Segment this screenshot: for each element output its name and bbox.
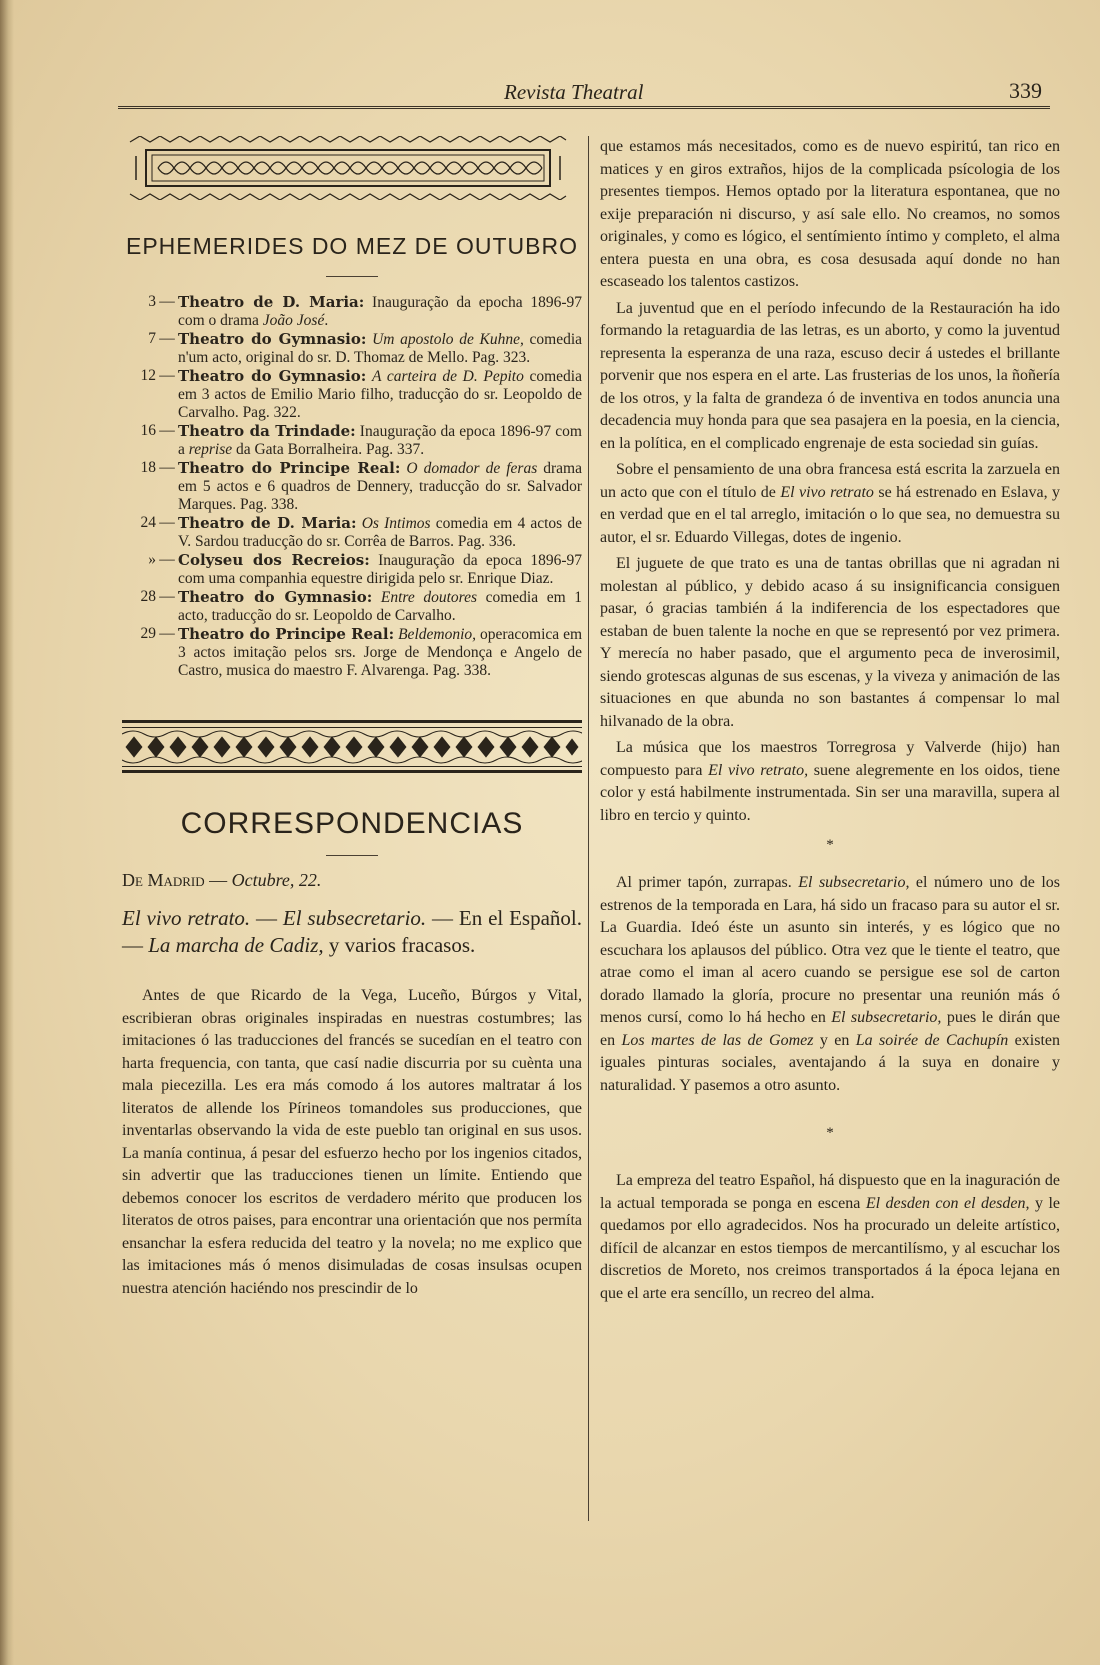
running-header: [118, 76, 1050, 109]
list-item: 12 — Theatro do Gymnasio: A carteira de D. Pepito comedia em 3 actos de Emilio Mario filho, traducção do sr. Leopoldo de Carvalho. Pag. 322.: [122, 367, 582, 422]
entry-day: 28: [140, 588, 156, 605]
ephemerides-title: EPHEMERIDES DO MEZ DE OUTUBRO: [126, 233, 578, 259]
entry-text: .: [324, 312, 329, 329]
text-run: y en: [813, 1031, 856, 1049]
list-item: 28 — Theatro do Gymnasio: Entre doutores comedia em 1 acto, traducção do sr. Leopoldo de Carvalho.: [122, 588, 582, 625]
entry-text: comedia n'um acto, original do sr. D. Thomaz de Mello. Pag. 323.: [178, 331, 583, 366]
entry-text: Inauguração da epocha 1896-97 com o drama: [178, 294, 582, 329]
work-title: La soirée de Cachupín: [855, 1031, 1009, 1049]
dateline-date: Octubre, 22.: [231, 870, 322, 890]
article-paragraph: [600, 737, 1060, 827]
work-title: El subsecretario,: [831, 1009, 942, 1026]
entry-text: comedia em 1 acto, traducção do sr. Leopoldo de Carvalho.: [178, 589, 582, 624]
right-column: [600, 136, 1060, 1309]
section-asterisk: *: [826, 1125, 834, 1141]
list-item: 24 — Theatro de D. Maria: Os Intimos comedia em 4 actos de V. Sardou traducção do sr. Corrêa de Barros. Pag. 336.: [122, 514, 582, 551]
article-paragraph: [600, 459, 1060, 549]
entry-theatre: Theatro do Gymnasio:: [178, 330, 367, 348]
subhead-part: y varios fracasos.: [323, 933, 476, 957]
entry-theatre: Theatro do Principe Real:: [178, 459, 401, 477]
dateline-place: De Madrid: [122, 870, 205, 890]
entry-theatre: Theatro do Gymnasio:: [178, 588, 373, 606]
entry-work: Um apostolo de Kuhne,: [372, 331, 524, 348]
work-title: El vivo retrato: [780, 483, 874, 501]
title-rule: [326, 276, 378, 277]
title-rule: [326, 855, 378, 856]
list-item: 7 — Theatro do Gymnasio: Um apostolo de Kuhne, comedia n'um acto, original do sr. D. Thomaz de Mello. Pag. 323.: [122, 330, 582, 367]
entry-work: reprise: [188, 441, 233, 458]
entry-day: 12: [140, 367, 156, 384]
subhead-part: — En el Español. —: [122, 906, 582, 957]
section-asterisk: *: [826, 837, 834, 853]
text-run: suene alegremente en los oidos, tiene color y está habilmente instrumentada. Sin ser una maravilla, supera al libro en tercio y quinto.: [600, 761, 1061, 824]
article-paragraph: que estamos más necesitados, como es de nuevo espiritú, tan rico en matices y en giros extraños, hijos de la complicada psícologia de los presentes tiempos. Hemos optado por la literatura espontanea, que no exije preparación ni discurso, y así sale ello. No creamos, no somos originales, y como es lógico, el sentímiento íntimo y completo, el alma entera puesta en una obra, es cosa desusada aquí donde no han escaseado los talentos castizos.: [600, 138, 1060, 290]
entry-text: drama em 5 actos e 6 quadros de Dennery, traducção do sr. Salvador Marques. Pag. 338.: [178, 460, 582, 513]
page-number: 339: [1009, 78, 1042, 103]
text-run: La música que los maestros Torregrosa y Valverde (hijo) han compuesto para: [600, 739, 1060, 779]
entry-day: 29: [140, 625, 156, 642]
entry-text: operacomica em 3 actos imitação pelos srs. Jorge de Mendonça e Angelo de Castro, musica do maestro F. Alvarenga. Pag. 338.: [178, 626, 583, 679]
article-subhead: [122, 905, 582, 959]
entry-text: [372, 589, 381, 606]
text-run: pues le dirán que en: [600, 1009, 1060, 1049]
text-run: La empreza del teatro Español, há dispuesto que en la inaguración de la actual temporada se ponga en escena: [600, 1172, 1060, 1212]
entry-work: O domador de feras: [406, 460, 538, 477]
list-item: 3 — Theatro de D. Maria: Inauguração da epocha 1896-97 com o drama João José.: [122, 293, 582, 330]
dateline: [122, 870, 582, 891]
work-title: El desden con el desden,: [865, 1194, 1030, 1212]
text-run: el número uno de los estrenos de la temporada en Lara, há sido un fracaso para su autor el sr. La Guardia. Ideó éste un asunto sin interés, y es lógico que no escuchara los aplausos del público. Otra vez que le tiente el teatro, que atrae como el iman al acero cuando se persigue ese sol de carton dorado llamado la gloría, procure no presentar una reunión más ó menos cursí, como lo há hecho en: [600, 874, 1061, 1026]
work-title: Los martes de las de Gomez: [621, 1031, 814, 1049]
article-paragraph: La juventud que en el período infecundo de la Restauración ha ido formando la retaguardia de las letras, es un aborto, y como la juventud representa la esperanza de una raza, escuso decir á ustedes el brillante porvenir que nos espera en el arte. Las frusterias de los unos, la ñoñería de los otros, y la falta de grandeza ó de inventiva en todos anuncia una decadencia muy honda para que sea pasajera en la poesia, en la ciencia, en la política, en el complicado engrenaje de esta sociedad sin guías.: [600, 299, 1060, 452]
binding-edge: [0, 0, 14, 1665]
entry-text: Inauguração da epoca 1896-97 com a: [178, 423, 582, 458]
work-title: El vivo retrato,: [708, 761, 809, 779]
running-title: Revista Theatral: [504, 80, 644, 104]
entry-work: Entre doutores: [380, 589, 478, 606]
entry-theatre: Theatro de D. Maria:: [178, 514, 357, 532]
entry-day: »: [148, 551, 156, 568]
entry-work: Beldemonio,: [398, 626, 477, 643]
entry-theatre: Theatro da Trindade:: [178, 422, 356, 440]
list-item: 29 — Theatro do Principe Real: Beldemonio, operacomica em 3 actos imitação pelos srs. Jorge de Mendonça e Angelo de Castro, musica do maestro F. Alvarenga. Pag. 338.: [122, 625, 582, 680]
entry-text: comedia em 3 actos de Emilio Mario filho, traducção do sr. Leopoldo de Carvalho. Pag. 322.: [178, 368, 582, 421]
ornament-divider-band: [122, 720, 582, 774]
text-run: Al primer tapón, zurrapas.: [616, 874, 799, 891]
entry-text: comedia em 4 actos de V. Sardou traducção do sr. Corrêa de Barros. Pag. 336.: [178, 515, 582, 550]
text-run: existen iguales pinturas sociales, aventajando á la suya en donaire y naturalidad. Y pasemos a otro asunto.: [600, 1031, 1060, 1094]
article-paragraph: El juguete de que trato es una de tantas obrillas que ni agradan ni molestan al público, y debido acaso á su insignificancia consiguen pasar, ó gracias también á la indiferencia de los espectadores que estaban de buen talente la noche en que se representó por vez primera. Y merecía no haber pasado, que el argumento peca de inverosimil, siendo grotescas algunas de sus escenas, y la viveza y animación de las situaciones en que abunda no son bastantes á compensar lo mal hilvanado de la obra.: [600, 555, 1060, 730]
entry-work: Os Intimos: [361, 515, 431, 532]
article-paragraph: [600, 1170, 1060, 1305]
list-item: » — Colyseu dos Recreios: Inauguração da epoca 1896-97 com uma companhia equestre dirigida pelo sr. Enrique Diaz.: [122, 551, 582, 588]
work-title: El subsecretario,: [798, 874, 910, 891]
correspondencias-title: CORRESPONDENCIAS: [180, 807, 524, 840]
entry-day: 24: [140, 514, 156, 531]
ephemerides-list: [122, 293, 582, 680]
entry-day: 18: [140, 459, 156, 476]
entry-theatre: Theatro do Gymnasio:: [178, 367, 367, 385]
entry-text: da Gata Borralheira. Pag. 337.: [232, 441, 425, 458]
list-item: 18 — Theatro do Principe Real: O domador de feras drama em 5 actos e 6 quadros de Dennery, traducção do sr. Salvador Marques. Pag. 338.: [122, 459, 582, 514]
subhead-part: La marcha de Cadiz,: [148, 933, 324, 957]
text-run: Sobre el pensamiento de una obra francesa está escrita la zarzuela en un acto que con el título de: [600, 461, 1060, 501]
dateline-separator: —: [204, 870, 232, 890]
entry-day: 7: [148, 330, 156, 347]
entry-theatre: Colyseu dos Recreios:: [178, 551, 370, 569]
article-paragraph: Antes de que Ricardo de la Vega, Luceño, Búrgos y Vital, escribieran obras originales inspiradas en nuestras costumbres; las imitaciones ó las traducciones del francés se sucedían en el teatro con harta frequencia, con tanta, que casí nadie discurria por su cuènta una mala piecezilla. Les era más comodo á los autores maltratar á los literatos de allende los Pírineos tomandoles sus producciones, que inventarlas observando la vida de este pueblo tan original en sus usos. La manía continua, á pesar del esfuerzo hecho por los ingenios citados, sin advertir que las traducciones tienen un límite. Entiendo que debemos conocer los escritos de verdadero mérito que producen los literatos de otros paises, para encontrar una orientación que nos permíta ensanchar la esfera reducida del teatro y la novela; no me explico que las imitaciones más ó menos disimuladas de cosas insulsas ocupen nuestra atención haciéndo nos prescindir de lo: [122, 987, 582, 1297]
entry-theatre: Theatro de D. Maria:: [178, 293, 365, 311]
subhead-part: El subsecretario.: [282, 906, 427, 930]
subhead-part: —: [250, 906, 283, 930]
entry-day: 16: [140, 422, 156, 439]
article-paragraph: [600, 872, 1060, 1097]
subhead-part: El vivo retrato.: [122, 906, 251, 930]
entry-work: A carteira de D. Pepito: [371, 368, 524, 385]
text-run: se há estrenado en Eslava, y en verdad que en el tal arreglo, imitación o lo que sea, no demuestra su autor, el sr. Eduardo Villegas, dotes de ingenio.: [600, 483, 1061, 546]
left-column: [122, 136, 582, 1300]
entry-day: 3: [148, 293, 156, 310]
text-run: y le quedamos por ello agradecidos. Nos ha procurado un deleite artístico, difícil de alcanzar en estos tiempos de mercantilísmo, y al escuchar los discretios de Moreto, nos creimos transportados á la época lejana en que el arte era sencíllo, un recreo del alma.: [600, 1194, 1060, 1302]
column-divider: [588, 136, 589, 1521]
ornament-header-band: [128, 136, 568, 200]
entry-theatre: Theatro do Principe Real:: [178, 625, 395, 643]
entry-text: Inauguração da epoca 1896-97 com uma companhia equestre dirigida pelo sr. Enrique Diaz.: [178, 552, 582, 587]
entry-work: João José: [262, 312, 325, 329]
list-item: 16 — Theatro da Trindade: Inauguração da epoca 1896-97 com a reprise da Gata Borralheira. Pag. 337.: [122, 422, 582, 459]
